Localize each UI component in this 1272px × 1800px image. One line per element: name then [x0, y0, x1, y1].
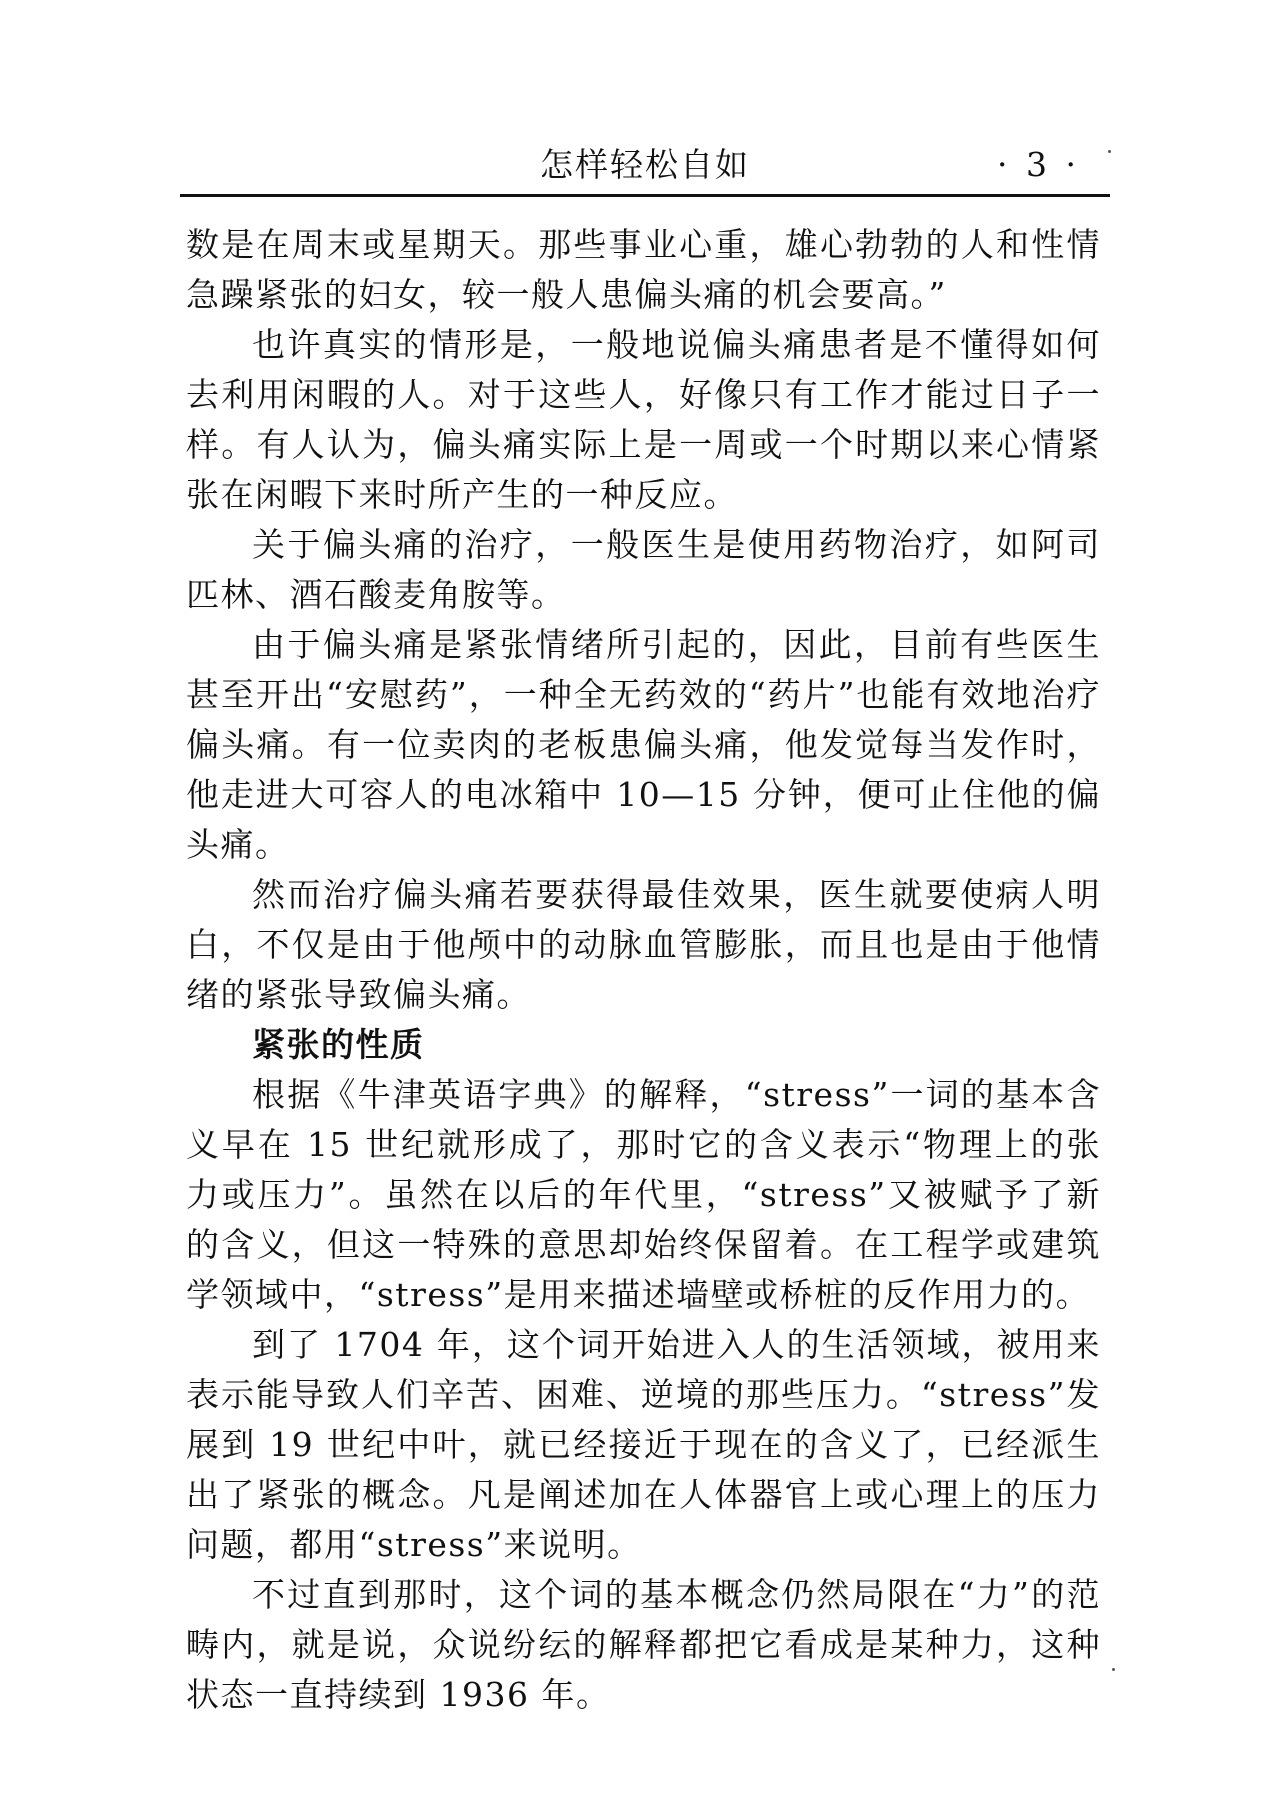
- running-head: [180, 140, 1110, 190]
- paragraph: 由于偏头痛是紧张情绪所引起的，因此，目前有些医生甚至开出“安慰药”，一种全无药效的“药片”也能有效地治疗偏头痛。有一位卖肉的老板患偏头痛，他发觉每当发作时，他走进大可容人的电冰箱中 10—15 分钟，便可止住他的偏头痛。: [186, 625, 1101, 864]
- paragraph: 然而治疗偏头痛若要获得最佳效果，医生就要使病人明白，不仅是由于他颅中的动脉血管膨胀，而且也是由于他情绪的紧张导致偏头痛。: [186, 875, 1101, 1014]
- running-title: 怎样轻松自如: [540, 145, 750, 184]
- paragraph-continued: 数是在周末或星期天。那些事业心重，雄心勃勃的人和性情急躁紧张的妇女，较一般人患偏头痛的机会要高。”: [186, 225, 1101, 314]
- paragraph: 不过直到那时，这个词的基本概念仍然局限在“力”的范畴内，就是说，众说纷纭的解释都把它看成是某种力，这种状态一直持续到 1936 年。: [186, 1575, 1101, 1714]
- scan-speck: [1108, 150, 1111, 153]
- body-text: [186, 220, 1101, 1720]
- header-rule: [180, 194, 1110, 197]
- page-number: · 3 ·: [997, 145, 1080, 184]
- paragraph: 也许真实的情形是，一般地说偏头痛患者是不懂得如何去利用闲暇的人。对于这些人，好像只有工作才能过日子一样。有人认为，偏头痛实际上是一周或一个时期以来心情紧张在闲暇下来时所产生的一种反应。: [186, 325, 1101, 514]
- paragraph: 根据《牛津英语字典》的解释，“stress”一词的基本含义早在 15 世纪就形成了，那时它的含义表示“物理上的张力或压力”。虽然在以后的年代里，“stress”又被赋予了新的含义，但这一特殊的意思却始终保留着。在工程学或建筑学领域中，“stress”是用来描述墙壁或桥桩的反作用力的。: [186, 1075, 1101, 1314]
- scan-speck: [1112, 1668, 1115, 1671]
- section-heading: 紧张的性质: [252, 1025, 425, 1064]
- paragraph: 关于偏头痛的治疗，一般医生是使用药物治疗，如阿司匹林、酒石酸麦角胺等。: [186, 525, 1101, 614]
- paragraph: 到了 1704 年，这个词开始进入人的生活领域，被用来表示能导致人们辛苦、困难、逆境的那些压力。“stress”发展到 19 世纪中叶，就已经接近于现在的含义了，已经派生出了紧张的概念。凡是阐述加在人体器官上或心理上的压力问题，都用“stress”来说明。: [186, 1325, 1101, 1564]
